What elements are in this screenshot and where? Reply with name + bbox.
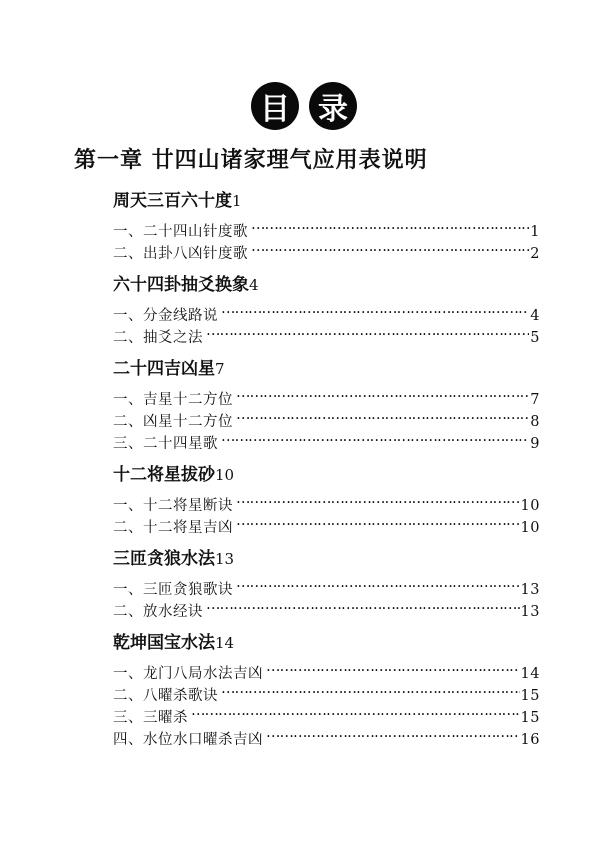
dot-leader bbox=[236, 382, 529, 404]
entry-title: 凶星十二方位 bbox=[143, 414, 233, 430]
entry-page-number: 10 bbox=[520, 520, 540, 536]
section-page-number: 13 bbox=[215, 550, 235, 568]
entry-title: 分金线路说 bbox=[143, 308, 218, 324]
entry-number: 一、 bbox=[113, 582, 143, 598]
entry-number: 一、 bbox=[113, 666, 143, 682]
toc-entry[interactable] bbox=[113, 572, 540, 598]
section-page-number: 1 bbox=[232, 192, 242, 210]
section-page-number: 10 bbox=[215, 466, 235, 484]
section-heading[interactable] bbox=[113, 462, 540, 488]
dot-leader bbox=[251, 214, 529, 236]
dot-leader bbox=[236, 572, 520, 594]
entry-page-number: 1 bbox=[530, 224, 540, 240]
section-heading-text: 二十四吉凶星 bbox=[113, 359, 215, 379]
table-of-contents bbox=[113, 188, 540, 758]
dot-leader bbox=[236, 488, 520, 510]
section-heading[interactable] bbox=[113, 546, 540, 572]
entry-title: 出卦八凶针度歌 bbox=[143, 246, 248, 262]
entry-number: 一、 bbox=[113, 308, 143, 324]
entry-page-number: 15 bbox=[520, 710, 540, 726]
dot-leader bbox=[221, 426, 529, 448]
entry-page-number: 7 bbox=[530, 392, 540, 408]
entry-title: 八曜杀歌诀 bbox=[143, 688, 218, 704]
toc-section bbox=[113, 462, 540, 536]
entry-title: 十二将星断诀 bbox=[143, 498, 233, 514]
entry-page-number: 13 bbox=[520, 582, 540, 598]
entry-title: 十二将星吉凶 bbox=[143, 520, 233, 536]
entry-title: 放水经诀 bbox=[143, 604, 203, 620]
dot-leader bbox=[221, 298, 529, 320]
entry-page-number: 9 bbox=[530, 436, 540, 452]
section-heading-text: 六十四卦抽爻换象 bbox=[113, 275, 249, 295]
toc-section bbox=[113, 546, 540, 620]
section-heading-text: 三匝贪狼水法 bbox=[113, 549, 215, 569]
entry-title: 抽爻之法 bbox=[143, 330, 203, 346]
chapter-heading: 第一章 廿四山诸家理气应用表说明 bbox=[74, 148, 428, 173]
entry-title: 二十四山针度歌 bbox=[143, 224, 248, 240]
dot-leader bbox=[236, 510, 520, 532]
section-page-number: 7 bbox=[215, 360, 225, 378]
entry-number: 二、 bbox=[113, 330, 143, 346]
entry-page-number: 4 bbox=[530, 308, 540, 324]
section-heading-text: 乾坤国宝水法 bbox=[113, 633, 215, 653]
entry-page-number: 8 bbox=[530, 414, 540, 430]
toc-entry[interactable] bbox=[113, 214, 540, 240]
toc-title bbox=[0, 82, 608, 132]
entry-page-number: 16 bbox=[520, 732, 540, 748]
entry-number: 二、 bbox=[113, 604, 143, 620]
entry-page-number: 2 bbox=[530, 246, 540, 262]
entry-page-number: 10 bbox=[520, 498, 540, 514]
entry-title: 龙门八局水法吉凶 bbox=[143, 666, 263, 682]
dot-leader bbox=[206, 320, 529, 342]
dot-leader bbox=[221, 678, 520, 700]
toc-section bbox=[113, 272, 540, 346]
section-heading[interactable] bbox=[113, 630, 540, 656]
entry-number: 二、 bbox=[113, 520, 143, 536]
entry-page-number: 5 bbox=[530, 330, 540, 346]
toc-entry[interactable] bbox=[113, 656, 540, 682]
entry-title: 水位水口曜杀吉凶 bbox=[143, 732, 263, 748]
entry-number: 三、 bbox=[113, 710, 143, 726]
toc-entry[interactable] bbox=[113, 488, 540, 514]
entry-number: 二、 bbox=[113, 414, 143, 430]
entry-page-number: 13 bbox=[520, 604, 540, 620]
entry-number: 二、 bbox=[113, 688, 143, 704]
toc-entry[interactable] bbox=[113, 382, 540, 408]
entry-number: 二、 bbox=[113, 246, 143, 262]
dot-leader bbox=[206, 594, 520, 616]
entry-number: 四、 bbox=[113, 732, 143, 748]
section-heading[interactable] bbox=[113, 188, 540, 214]
toc-entry[interactable] bbox=[113, 298, 540, 324]
dot-leader bbox=[266, 656, 520, 678]
section-heading[interactable] bbox=[113, 272, 540, 298]
section-page-number: 14 bbox=[215, 634, 235, 652]
entry-title: 三曜杀 bbox=[143, 710, 188, 726]
entry-title: 二十四星歌 bbox=[143, 436, 218, 452]
entry-page-number: 15 bbox=[520, 688, 540, 704]
toc-section bbox=[113, 356, 540, 452]
dot-leader bbox=[266, 722, 520, 744]
section-page-number: 4 bbox=[249, 276, 259, 294]
entry-title: 吉星十二方位 bbox=[143, 392, 233, 408]
entry-number: 一、 bbox=[113, 392, 143, 408]
section-heading-text: 十二将星拔砂 bbox=[113, 465, 215, 485]
toc-title-char: 录 bbox=[309, 82, 357, 130]
dot-leader bbox=[251, 236, 529, 258]
section-heading[interactable] bbox=[113, 356, 540, 382]
entry-page-number: 14 bbox=[520, 666, 540, 682]
dot-leader bbox=[191, 700, 520, 722]
entry-number: 一、 bbox=[113, 224, 143, 240]
entry-title: 三匝贪狼歌诀 bbox=[143, 582, 233, 598]
toc-title-char: 目 bbox=[251, 82, 299, 130]
entry-number: 一、 bbox=[113, 498, 143, 514]
dot-leader bbox=[236, 404, 529, 426]
entry-number: 三、 bbox=[113, 436, 143, 452]
section-heading-text: 周天三百六十度 bbox=[113, 191, 232, 211]
toc-section bbox=[113, 188, 540, 262]
toc-section bbox=[113, 630, 540, 748]
